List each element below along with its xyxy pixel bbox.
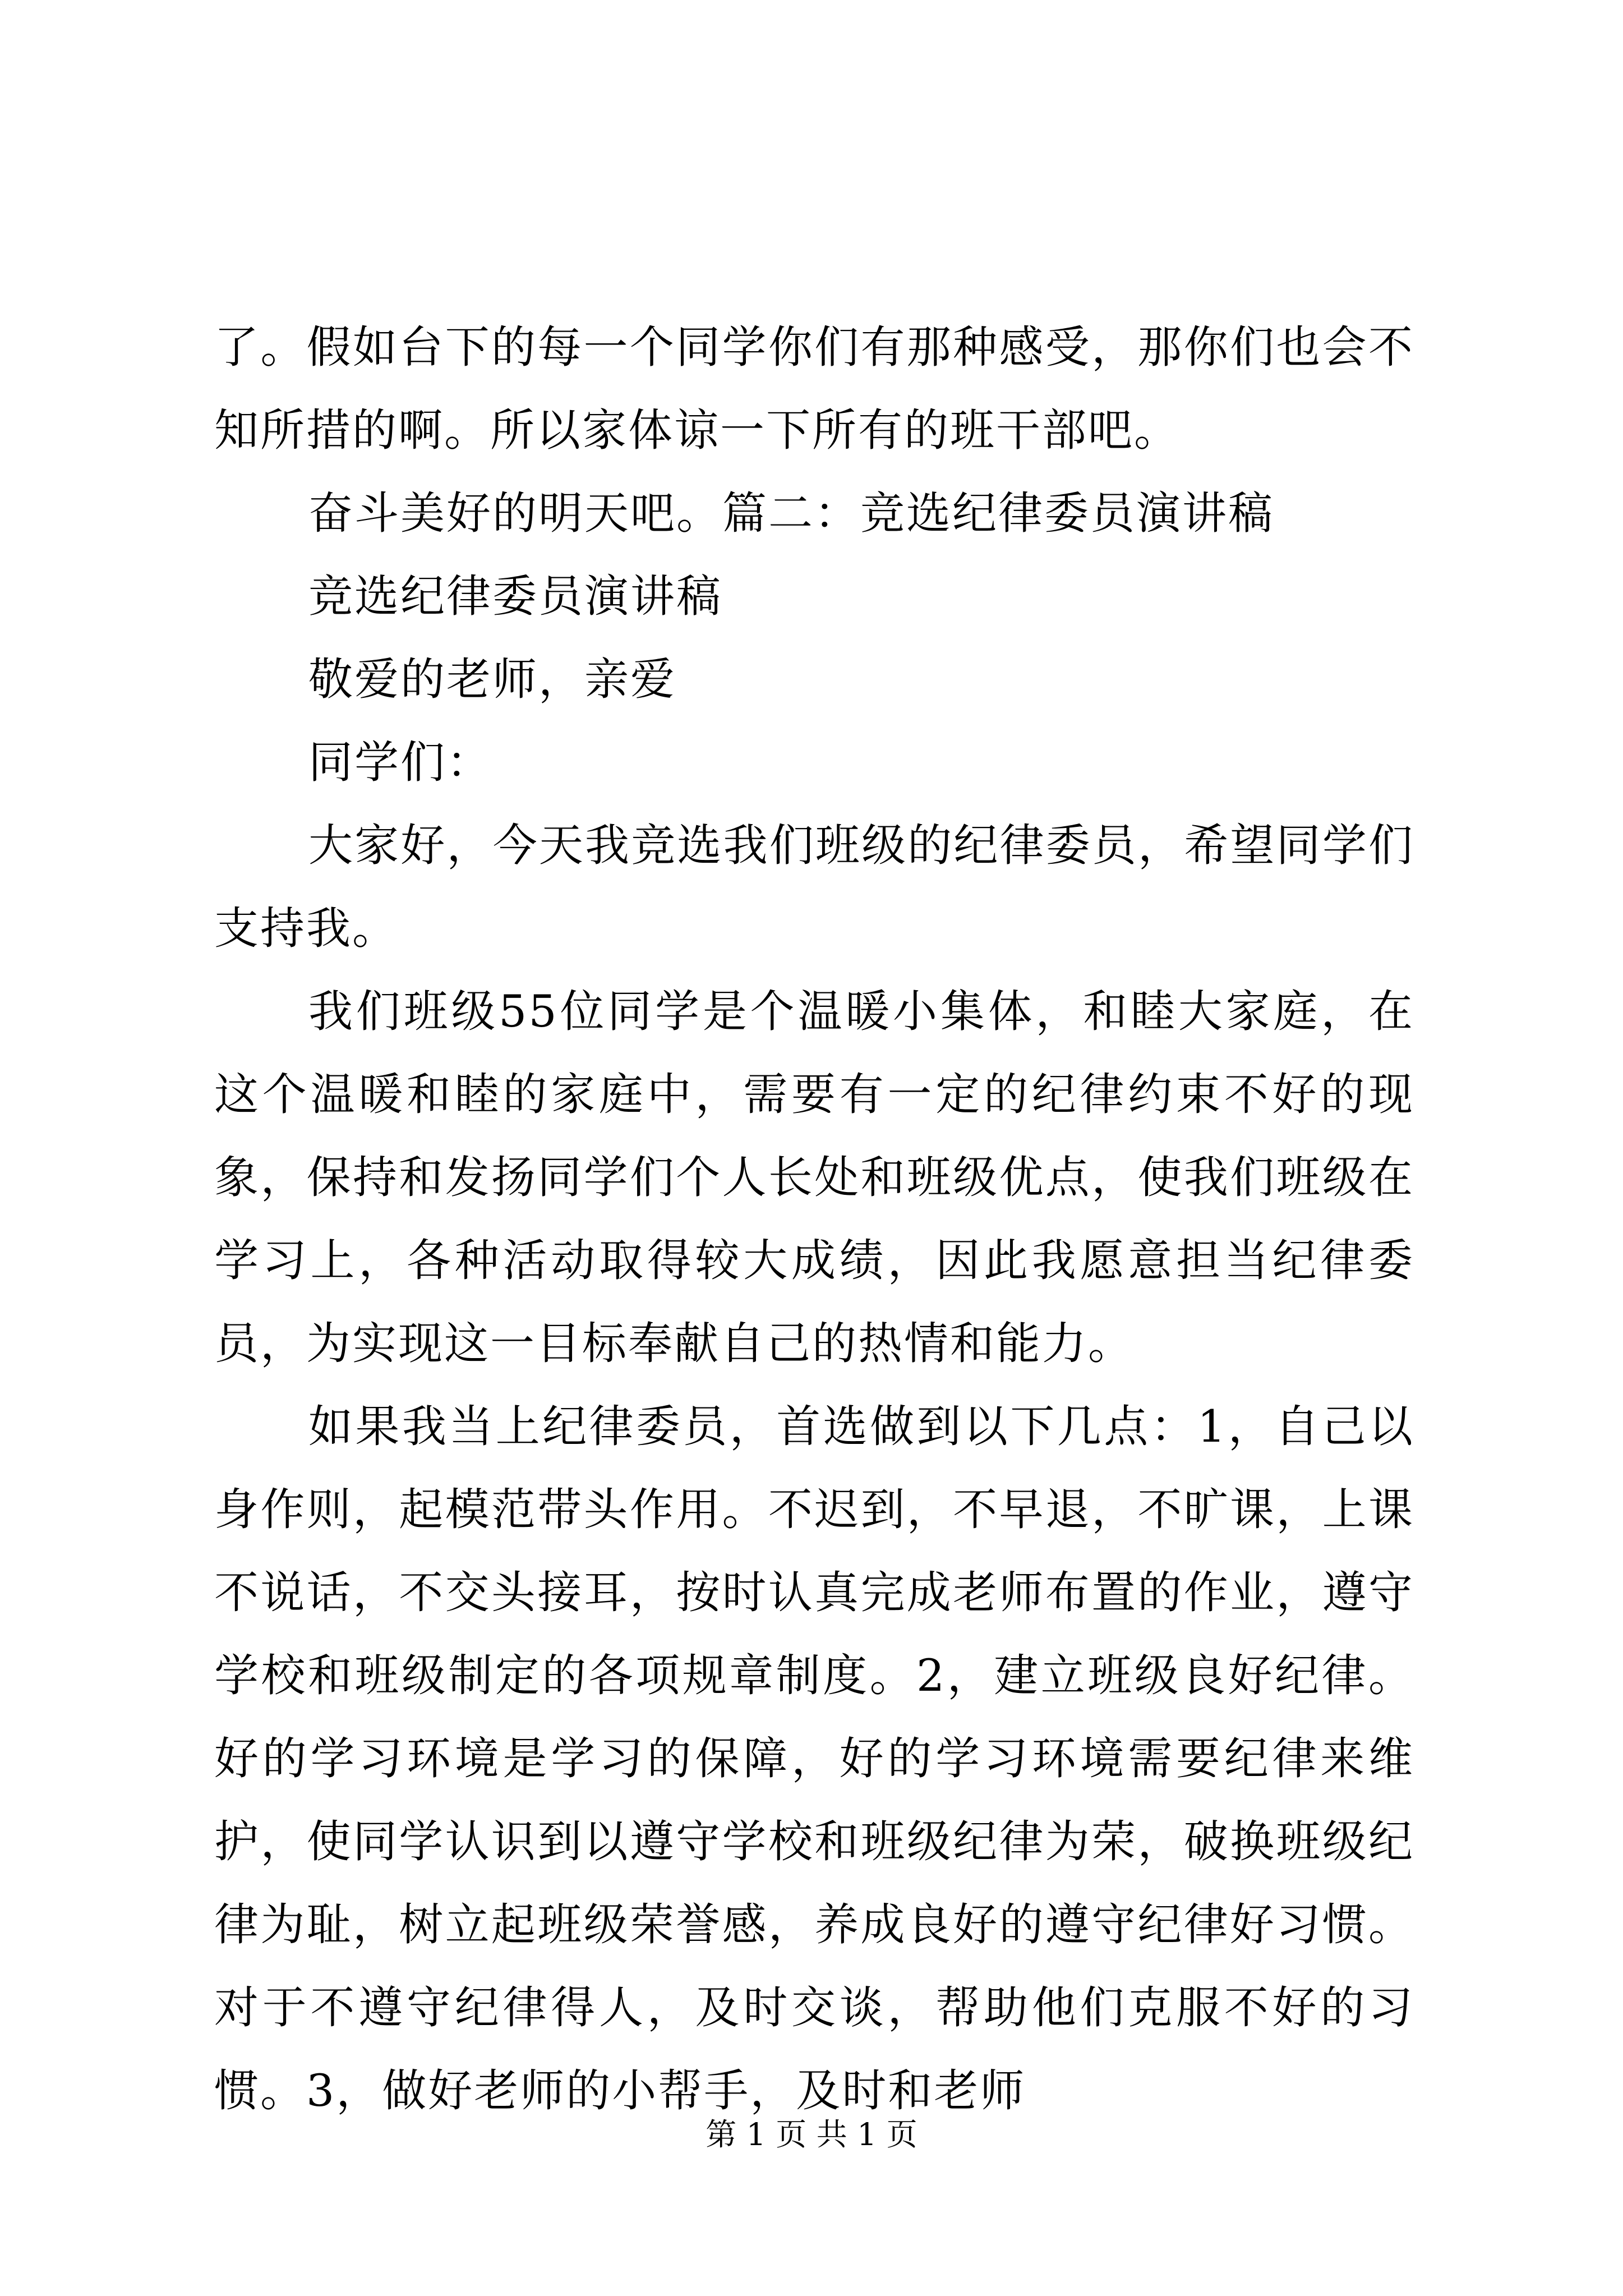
paragraph: 同学们： xyxy=(308,737,492,788)
paragraph: 竞选纪律委员演讲稿 xyxy=(308,570,722,622)
paragraph: 奋斗美好的明天吧。篇二：竞选纪律委员演讲稿 xyxy=(308,487,1274,539)
paragraph: 如果我当上纪律委员，首选做到以下几点：1，自己以身作则，起模范带头作用。不迟到，不早退，不旷课，上课不说话，不交头接耳，按时认真完成老师布置的作业，遵守学校和班级制定的各项规章制度。2，建立班级良好纪律。好的学习环境是学习的保障，好的学习环境需要纪律来维护，使同学认识到以遵守学校和班级纪律为荣，破换班级纪律为耻，树立起班级荣誉感，养成良好的遵守纪律好习惯。对于不遵守纪律得人，及时交谈，帮助他们克服不好的习惯。3，做好老师的小帮手，及时和老师 xyxy=(214,1401,1414,2116)
page-footer: 第 1 页 共 1 页 xyxy=(706,2116,917,2152)
paragraph: 我们班级55位同学是个温暖小集体，和睦大家庭，在这个温暖和睦的家庭中，需要有一定的纪律约束不好的现象，保持和发扬同学们个人长处和班级优点，使我们班级在学习上，各种活动取得较大成绩，因此我愿意担当纪律委员，为实现这一目标奉献自己的热情和能力。 xyxy=(214,986,1414,1369)
paragraph: 大家好，今天我竞选我们班级的纪律委员，希望同学们支持我。 xyxy=(214,820,1414,954)
paragraph: 了。假如台下的每一个同学你们有那种感受，那你们也会不知所措的啊。所以家体谅一下所有的班干部吧。 xyxy=(214,321,1414,456)
body-text xyxy=(214,306,1414,2132)
paragraph: 敬爱的老师，亲爱 xyxy=(308,654,676,705)
